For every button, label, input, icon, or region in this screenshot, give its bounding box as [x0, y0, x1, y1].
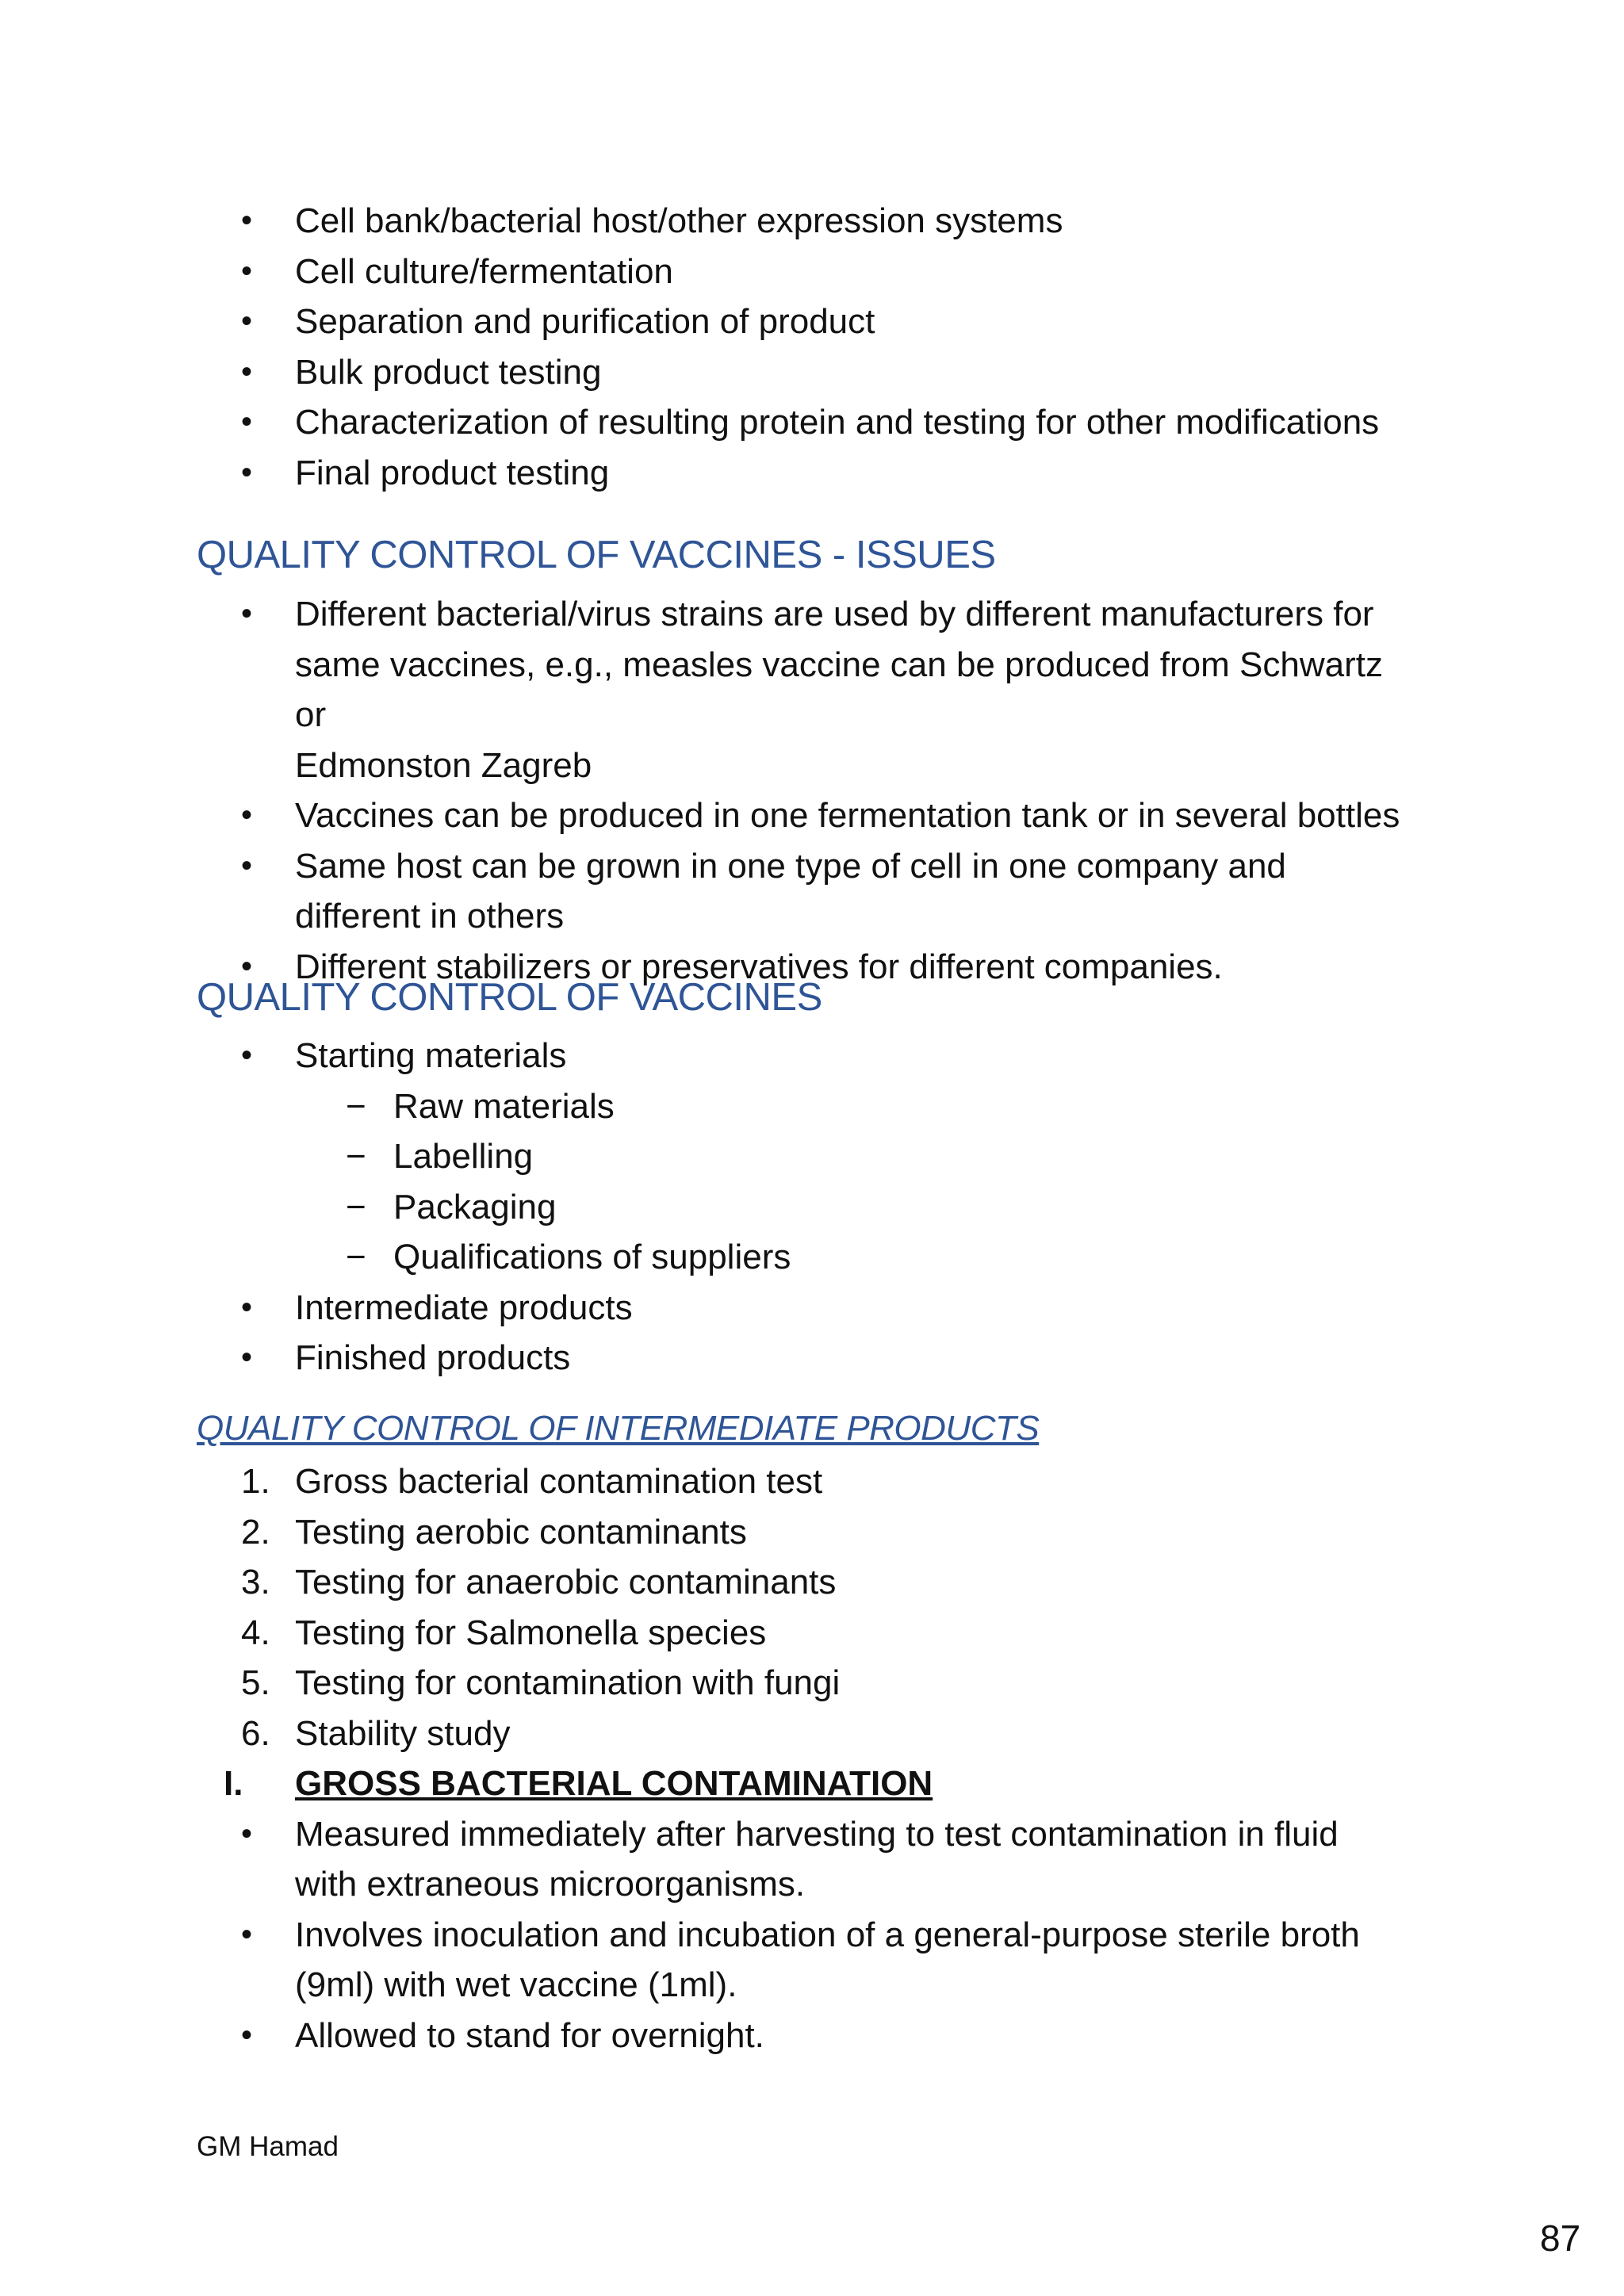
numbered-item: 6. Stability study [241, 1713, 511, 1753]
bullet-icon: • [241, 848, 253, 883]
dash-icon: − [346, 1086, 366, 1126]
bullet-icon: • [241, 2017, 253, 2053]
roman-heading-item: I. GROSS BACTERIAL CONTAMINATION [224, 1764, 933, 1803]
list-item: • Separation and purification of product [0, 297, 1421, 347]
bullet-icon: • [241, 404, 253, 439]
issues-bullet-list [0, 589, 1421, 992]
dash-icon: − [346, 1187, 366, 1226]
numbered-item: 2. Testing aerobic contaminants [241, 1512, 747, 1552]
list-item: • Measured immediately after harvesting to test contamination in fluid with extraneous microorganisms. [0, 1809, 1421, 1910]
sub-list-item: − Labelling [0, 1131, 1421, 1182]
dash-icon: − [346, 1137, 366, 1176]
issues-heading: QUALITY CONTROL OF VACCINES - ISSUES [197, 534, 996, 576]
sub-list-item: − Raw materials [0, 1081, 1421, 1132]
list-item: • Involves inoculation and incubation of a general-purpose sterile broth (9ml) with wet vaccine (1ml). [0, 1910, 1421, 2011]
sub-list-item: − Qualifications of suppliers [0, 1232, 1421, 1283]
dash-icon: − [346, 1238, 366, 1276]
list-item: • Vaccines can be produced in one fermentation tank or in several bottles [0, 790, 1421, 841]
list-item: • Characterization of resulting protein and testing for other modifications [0, 397, 1421, 448]
qc-heading: QUALITY CONTROL OF VACCINES [197, 976, 822, 1019]
bullet-icon: • [241, 354, 253, 389]
list-item: • Cell culture/fermentation [0, 247, 1421, 297]
qc-bullet-list [0, 1031, 1421, 1383]
bullet-icon: • [241, 454, 253, 490]
bullet-icon: • [241, 1916, 253, 1952]
bullet-icon: • [241, 1289, 253, 1325]
numbered-item: 4. Testing for Salmonella species [241, 1613, 767, 1652]
numbered-item: 5. Testing for contamination with fungi [241, 1663, 841, 1702]
bullet-icon: • [241, 203, 253, 238]
list-item: • Cell bank/bacterial host/other expression systems [0, 196, 1421, 247]
list-item: • Final product testing [0, 448, 1421, 499]
bullet-icon: • [241, 1340, 253, 1375]
bullet-icon: • [241, 798, 253, 832]
page-number: 87 [1540, 2218, 1581, 2259]
list-item: • Different bacterial/virus strains are used by different manufacturers for same vaccines, e.g., measles vaccine can be produced from Schwartz or Edmonston Zagreb [0, 589, 1421, 790]
bullet-icon: • [241, 1038, 253, 1073]
list-item: • Finished products [0, 1333, 1421, 1383]
list-item: • Allowed to stand for overnight. [0, 2011, 1421, 2061]
gross-contamination-heading: GROSS BACTERIAL CONTAMINATION [295, 1764, 933, 1803]
bullet-icon: • [241, 948, 253, 984]
intro-bullet-list [0, 196, 1421, 498]
list-item: • Intermediate products [0, 1283, 1421, 1334]
list-item: • Starting materials [0, 1031, 1421, 1081]
footer-author: GM Hamad [197, 2131, 339, 2162]
sub-list-item: − Packaging [0, 1182, 1421, 1233]
intermediate-numbered-list [0, 1456, 1421, 2061]
numbered-item: 1. Gross bacterial contamination test [241, 1462, 823, 1501]
bullet-icon: • [241, 1816, 253, 1851]
bullet-icon: • [241, 596, 253, 631]
bullet-icon: • [241, 304, 253, 339]
list-item: • Same host can be grown in one type of cell in one company and different in others [0, 841, 1421, 942]
list-item: • Bulk product testing [0, 347, 1421, 398]
intermediate-heading: QUALITY CONTROL OF INTERMEDIATE PRODUCTS [197, 1409, 1040, 1448]
numbered-item: 3. Testing for anaerobic contaminants [241, 1563, 837, 1601]
bullet-icon: • [241, 253, 253, 289]
list-item: • Different stabilizers or preservatives for different companies. [0, 942, 1421, 993]
